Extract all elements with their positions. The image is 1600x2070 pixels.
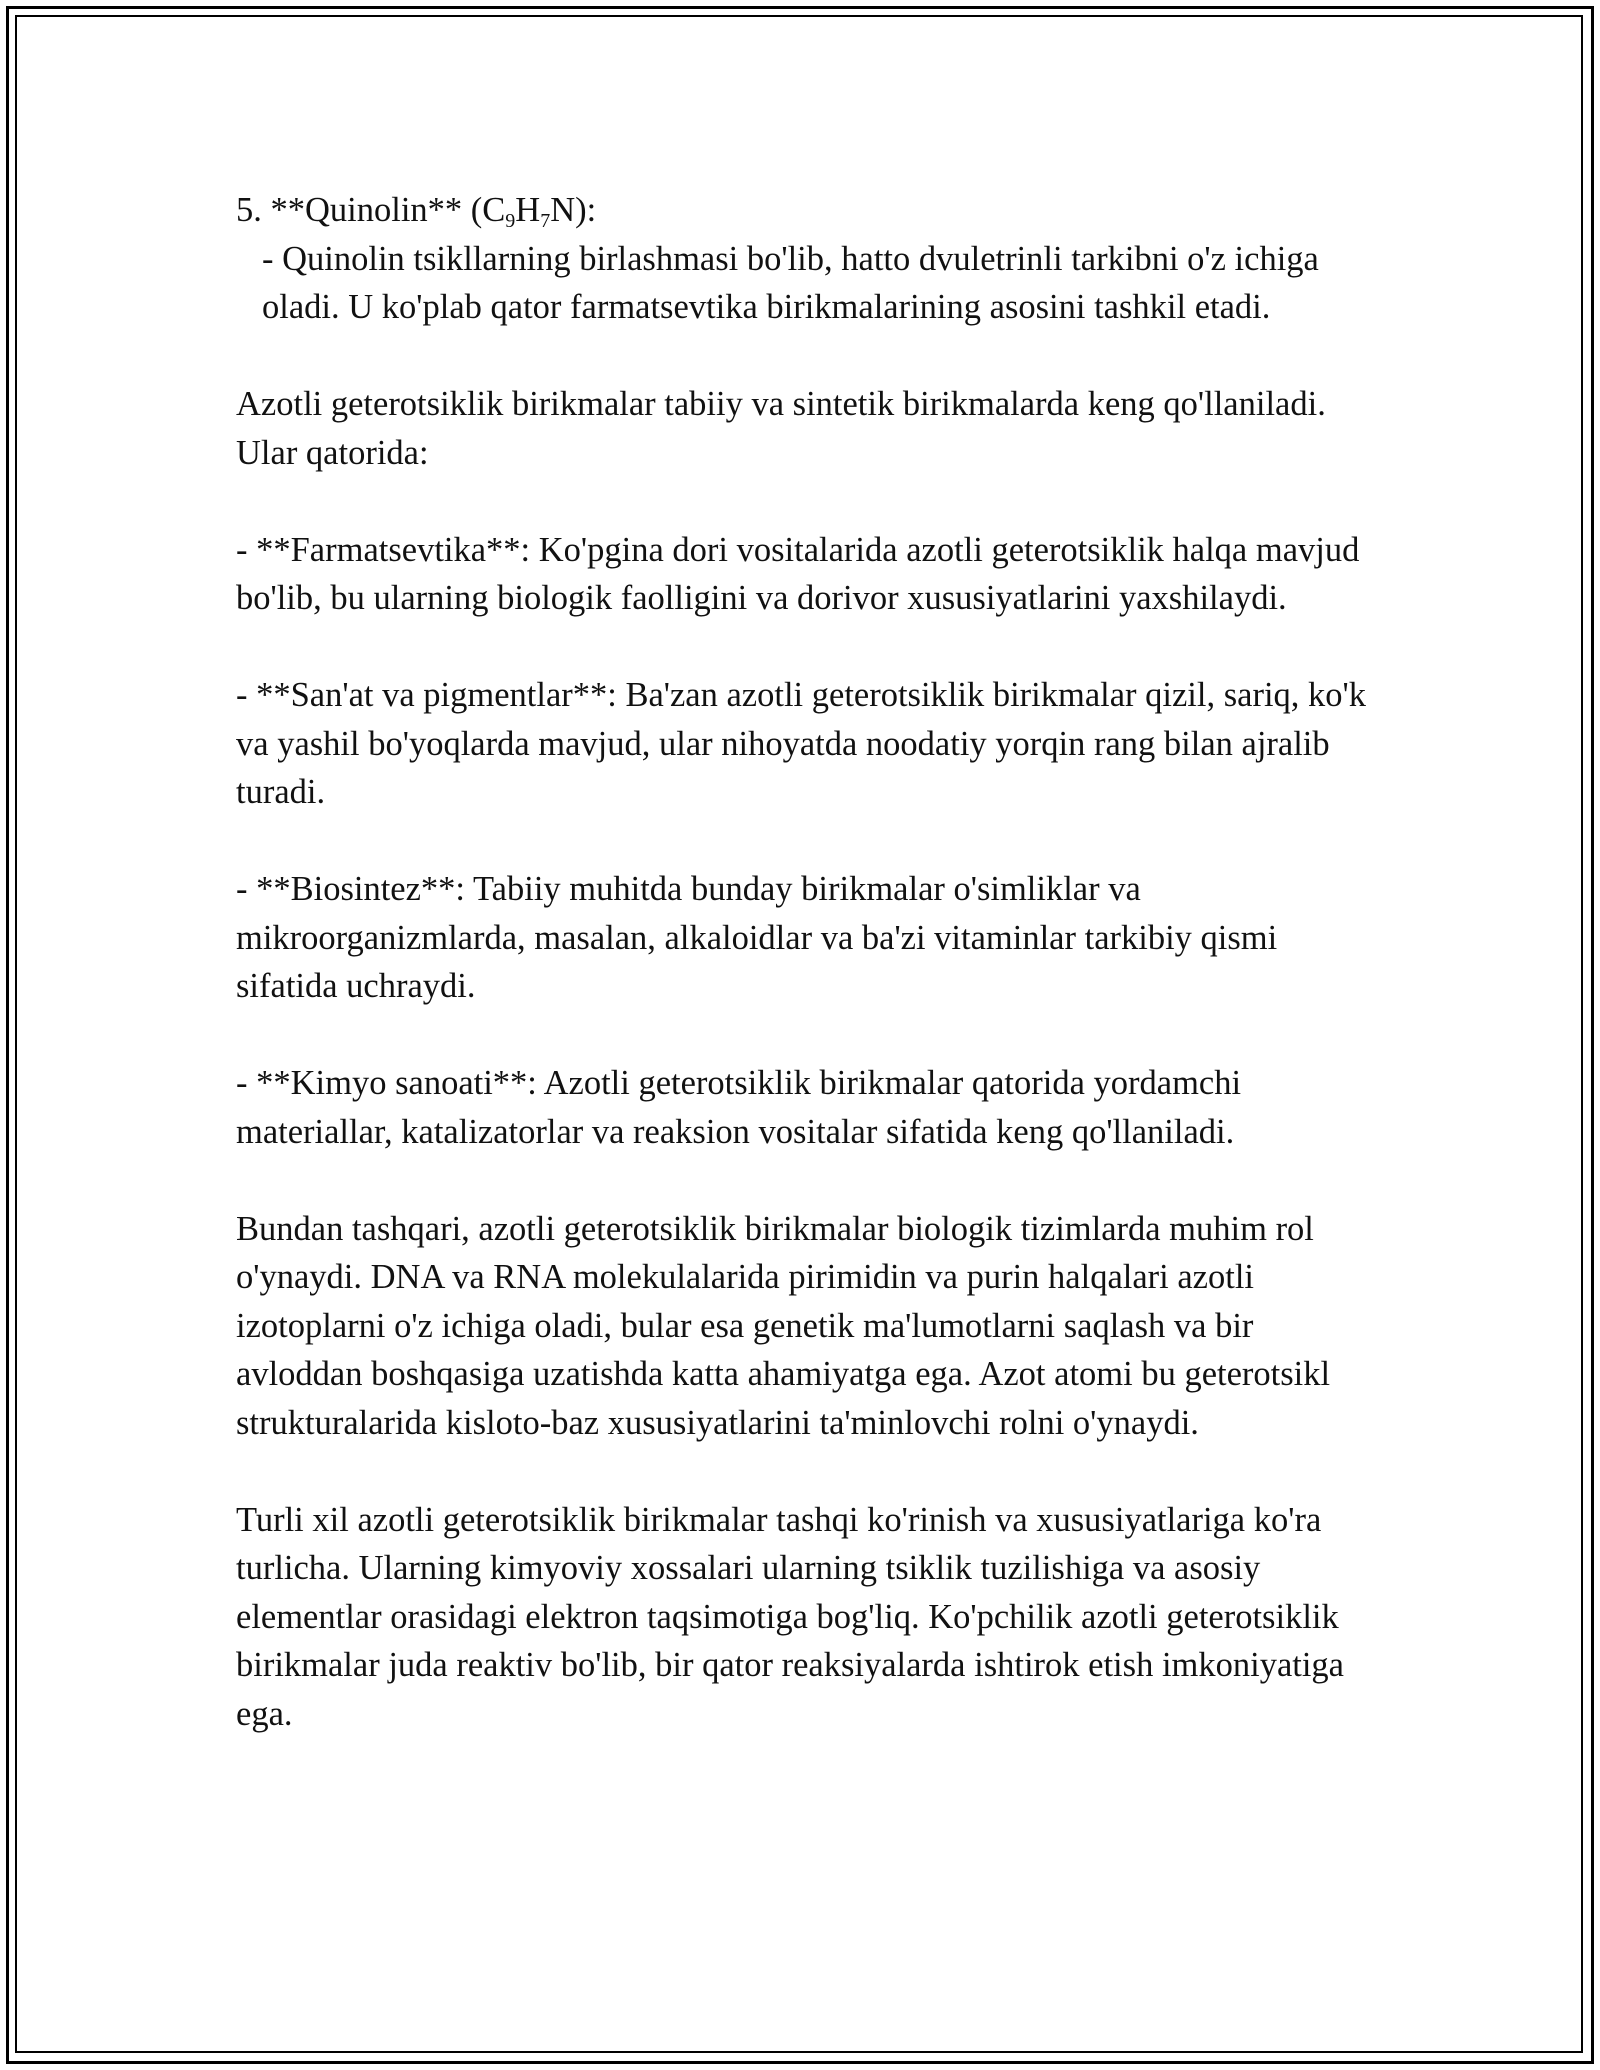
paragraph-intro: Azotli geterotsiklik birikmalar tabiiy va sintetik birikmalarda keng qo'llaniladi. Ular qatorida: bbox=[236, 385, 1326, 472]
quinolin-section bbox=[236, 186, 1376, 332]
quinolin-heading: 5. **Quinolin** $(C_9H_7N)$: bbox=[236, 191, 597, 232]
list-item-farmatsevtika: - **Farmatsevtika**: Ko'pgina dori vositalarida azotli geterotsiklik halqa mavjud bo'lib, bu ularning biologik faolligini va dorivor xususiyatlarini yaxshilaydi. bbox=[236, 530, 1360, 617]
list-item-biosintez: - **Biosintez**: Tabiiy muhitda bunday birikmalar o'simliklar va mikroorganizmlarda, masalan, alkaloidlar va ba'zi vitaminlar tarkibiy qismi sifatida uchraydi. bbox=[236, 870, 1278, 1005]
document-body bbox=[236, 186, 1376, 1787]
list-item-sanat-pigmentlar: - **San'at va pigmentlar**: Ba'zan azotli geterotsiklik birikmalar qizil, sariq, ko'k va yashil bo'yoqlarda mavjud, ular nihoyatda noodatiy yorqin rang bilan ajralib turadi. bbox=[236, 676, 1367, 811]
quinolin-description: - Quinolin tsikllarning birlashmasi bo'lib, hatto dvuletrinli tarkibni o'z ichiga oladi. U ko'plab qator farmatsevtika birikmalarining asosini tashkil etadi. bbox=[262, 239, 1319, 326]
paragraph-properties: Turli xil azotli geterotsiklik birikmalar tashqi ko'rinish va xususiyatlariga ko'ra turlicha. Ularning kimyoviy xossalari ularning tsiklik tuzilishiga va asosiy elementlar orasidagi elektron taqsimotiga bog'liq. Ko'pchilik azotli geterotsiklik birikmalar juda reaktiv bo'lib, bir qator reaksiyalarda ishtirok etish imkoniyatiga ega. bbox=[236, 1500, 1344, 1733]
paragraph-biological-role: Bundan tashqari, azotli geterotsiklik birikmalar biologik tizimlarda muhim rol o'ynaydi. DNA va RNA molekulalarida pirimidin va purin halqalari azotli izotoplarni o'z ichiga oladi, bular esa genetik ma'lumotlarni saqlash va bir avloddan boshqasiga uzatishda katta ahamiyatga ega. Azot atomi bu geterotsikl strukturalarida kisloto-baz xususiyatlarini ta'minlovchi rolni o'ynaydi. bbox=[236, 1209, 1331, 1442]
list-item-kimyo-sanoati: - **Kimyo sanoati**: Azotli geterotsiklik birikmalar qatorida yordamchi materiallar, katalizatorlar va reaksion vositalar sifatida keng qo'llaniladi. bbox=[236, 1064, 1242, 1151]
